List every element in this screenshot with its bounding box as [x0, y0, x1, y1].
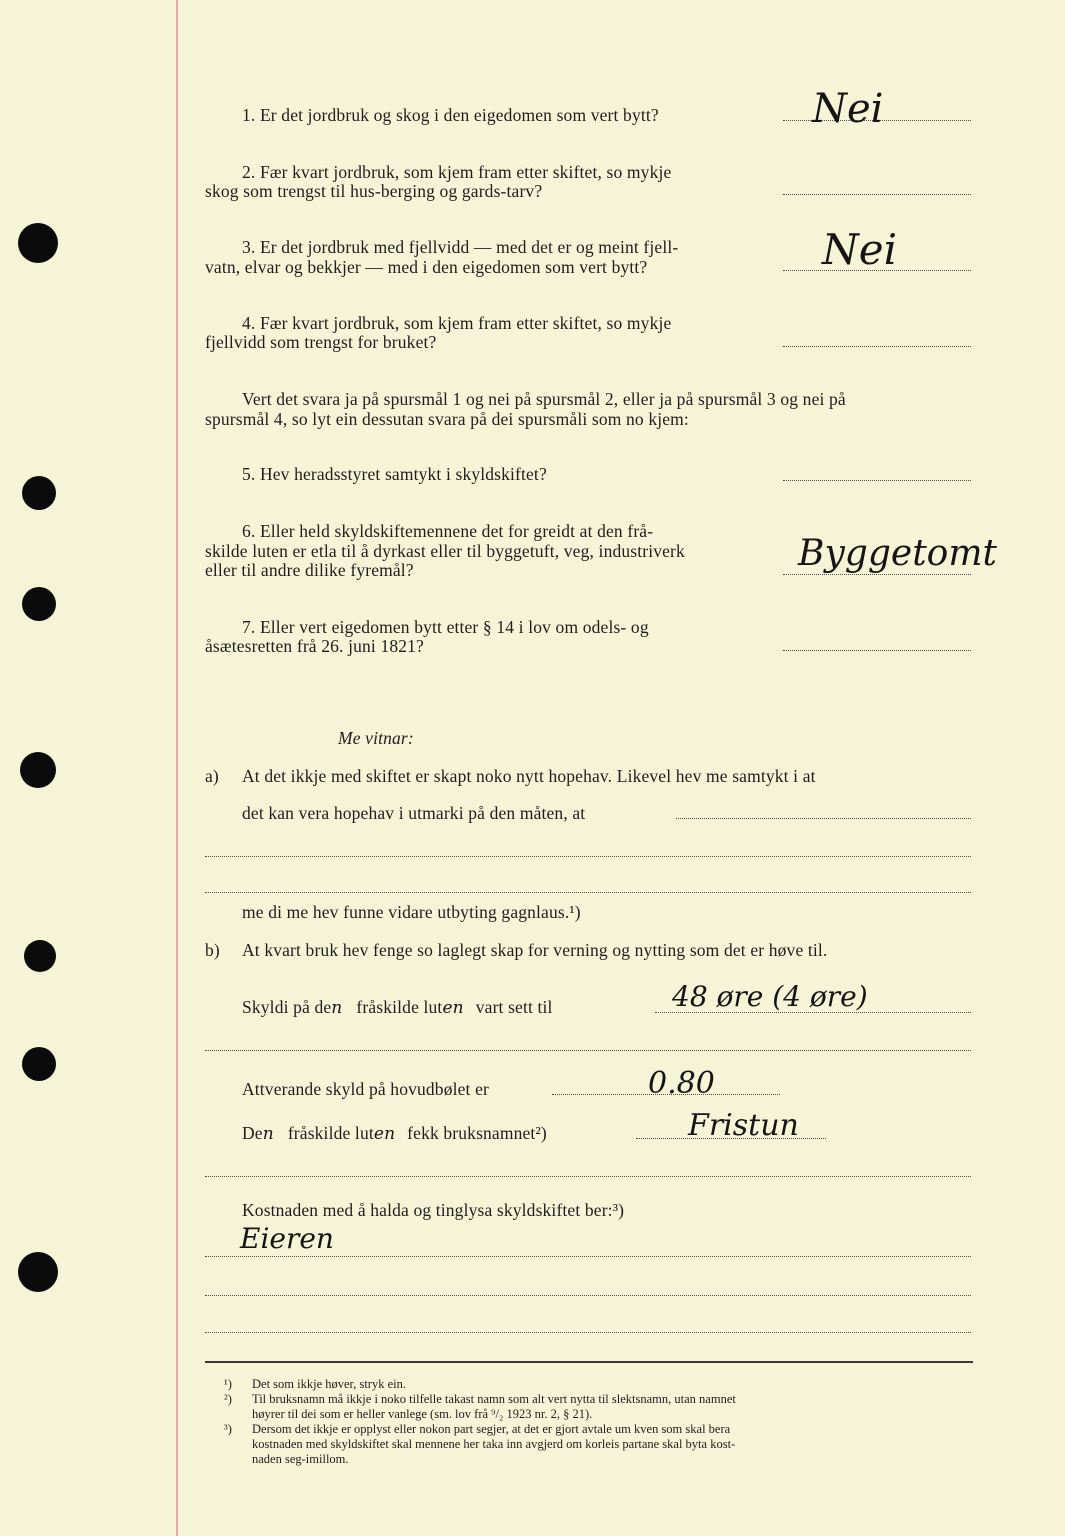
answer-handwritten: Nei	[812, 86, 884, 132]
question-6-cont2: eller til andre dilike fyremål?	[205, 560, 414, 580]
punch-hole	[22, 587, 56, 621]
answer-line	[783, 194, 971, 195]
handwritten-suffix: en	[373, 1124, 396, 1144]
margin-rule	[176, 0, 178, 1536]
footnote-2-cont: høyrer til dei som er heller vanlege (sm. lov frå ⁹/₂ 1923 nr. 2, § 21).	[252, 1407, 593, 1421]
bruksnamn-label	[242, 1122, 547, 1145]
question-1: 1. Er det jordbruk og skog i den eigedomen som vert bytt?	[242, 105, 659, 125]
question-7: 7. Eller vert eigedomen bytt etter § 14 i lov om odels- og	[242, 617, 649, 637]
footnote-2-mark: ²)	[224, 1392, 232, 1406]
punch-hole	[22, 1047, 56, 1081]
punch-hole	[18, 223, 58, 263]
item-a-text-cont: det kan vera hopehav i utmarki på den måten, at	[242, 803, 586, 823]
question-7-cont: åsætesretten frå 26. juni 1821?	[205, 636, 424, 656]
conditional-instruction-cont: spursmål 4, so lyt ein dessutan svara på dei spursmåli som no kjem:	[205, 409, 689, 429]
handwritten-suffix: en	[442, 998, 464, 1018]
skyld-label-a: Skyldi på de	[242, 997, 332, 1017]
answer-handwritten: Nei	[822, 225, 898, 274]
answer-line	[783, 346, 971, 347]
footnote-1: Det som ikkje høver, stryk ein.	[252, 1377, 406, 1391]
skyld-label-b: fråskilde lut	[356, 997, 443, 1017]
question-4: 4. Fær kvart jordbruk, som kjem fram etter skiftet, so mykje	[242, 313, 672, 333]
punch-hole	[22, 476, 56, 510]
question-4-cont: fjellvidd som trengst for bruket?	[205, 332, 437, 352]
question-6-cont: skilde luten er etla til å dyrkast eller til byggetuft, veg, industriverk	[205, 541, 685, 561]
attverande-label: Attverande skyld på hovudbølet er	[242, 1079, 489, 1099]
bruksnamn-label-b: fråskilde lut	[287, 1123, 374, 1143]
answer-handwritten: Byggetomt	[798, 533, 997, 574]
footnote-3-mark: ³)	[224, 1422, 232, 1436]
answer-line	[783, 574, 971, 575]
answer-line	[783, 480, 971, 481]
footnote-3-cont2: naden seg-imillom.	[252, 1452, 349, 1466]
kostnad-value-handwritten: Eieren	[240, 1222, 334, 1255]
fill-line	[205, 856, 971, 857]
punch-hole	[18, 1252, 58, 1292]
punch-hole	[24, 940, 56, 972]
bruksnamn-label-a: De	[242, 1123, 263, 1143]
item-b-label: b)	[205, 940, 220, 960]
item-a-text: At det ikkje med skiftet er skapt noko nytt hopehav. Likevel hev me samtykt i at	[242, 766, 816, 786]
handwritten-suffix: n	[262, 1124, 274, 1144]
attverande-value-handwritten: 0.80	[648, 1066, 715, 1101]
question-2: 2. Fær kvart jordbruk, som kjem fram etter skiftet, so mykje	[242, 162, 672, 182]
handwritten-suffix: n	[331, 998, 343, 1018]
item-a-text-end: me di me hev funne vidare utbyting gagnlaus.¹)	[242, 902, 581, 922]
footnote-1-mark: ¹)	[224, 1377, 232, 1391]
footnote-3-cont: kostnaden med skyldskiftet skal mennene her taka inn avgjerd om korleis partane skal byta kost-	[252, 1437, 736, 1451]
skyld-label	[242, 996, 553, 1019]
footnote-3: Dersom det ikkje er opplyst eller nokon part segjer, at det er gjort avtale um kven som skal bera	[252, 1422, 731, 1436]
fill-line	[205, 1256, 971, 1257]
question-3-cont: vatn, elvar og bekkjer — med i den eigedomen som vert bytt?	[205, 257, 648, 277]
witness-heading: Me vitnar:	[338, 728, 414, 748]
punch-hole	[20, 752, 56, 788]
skyld-value-handwritten: 48 øre (4 øre)	[672, 980, 868, 1013]
item-a-label: a)	[205, 766, 219, 786]
question-2-cont: skog som trengst til hus-berging og gards-tarv?	[205, 181, 543, 201]
fill-line	[205, 1050, 971, 1051]
bruksnamn-label-c: fekk bruksnamnet²)	[407, 1123, 547, 1143]
conditional-instruction: Vert det svara ja på spursmål 1 og nei på spursmål 2, eller ja på spursmål 3 og nei på	[242, 389, 846, 409]
footnote-2: Til bruksnamn må ikkje i noko tilfelle takast namn som alt vert nytta til slektsnamn, utan namnet	[252, 1392, 736, 1406]
bruksnamn-value-handwritten: Fristun	[688, 1108, 799, 1143]
question-5: 5. Hev heradsstyret samtykt i skyldskiftet?	[242, 464, 547, 484]
answer-line	[783, 650, 971, 651]
fill-line	[205, 1332, 971, 1333]
fill-line	[205, 1176, 971, 1177]
question-3: 3. Er det jordbruk med fjellvidd — med det er og meint fjell-	[242, 237, 679, 257]
fill-line	[676, 818, 971, 819]
skyld-label-c: vart sett til	[475, 997, 553, 1017]
footnote-divider	[205, 1361, 973, 1363]
fill-line	[205, 892, 971, 893]
item-b-text: At kvart bruk hev fenge so laglegt skap for verning og nytting som det er høve til.	[242, 940, 828, 960]
fill-line	[205, 1295, 971, 1296]
question-6: 6. Eller held skyldskiftemennene det for greidt at den frå-	[242, 521, 654, 541]
kostnad-label: Kostnaden med å halda og tinglysa skyldskiftet ber:³)	[242, 1200, 625, 1220]
